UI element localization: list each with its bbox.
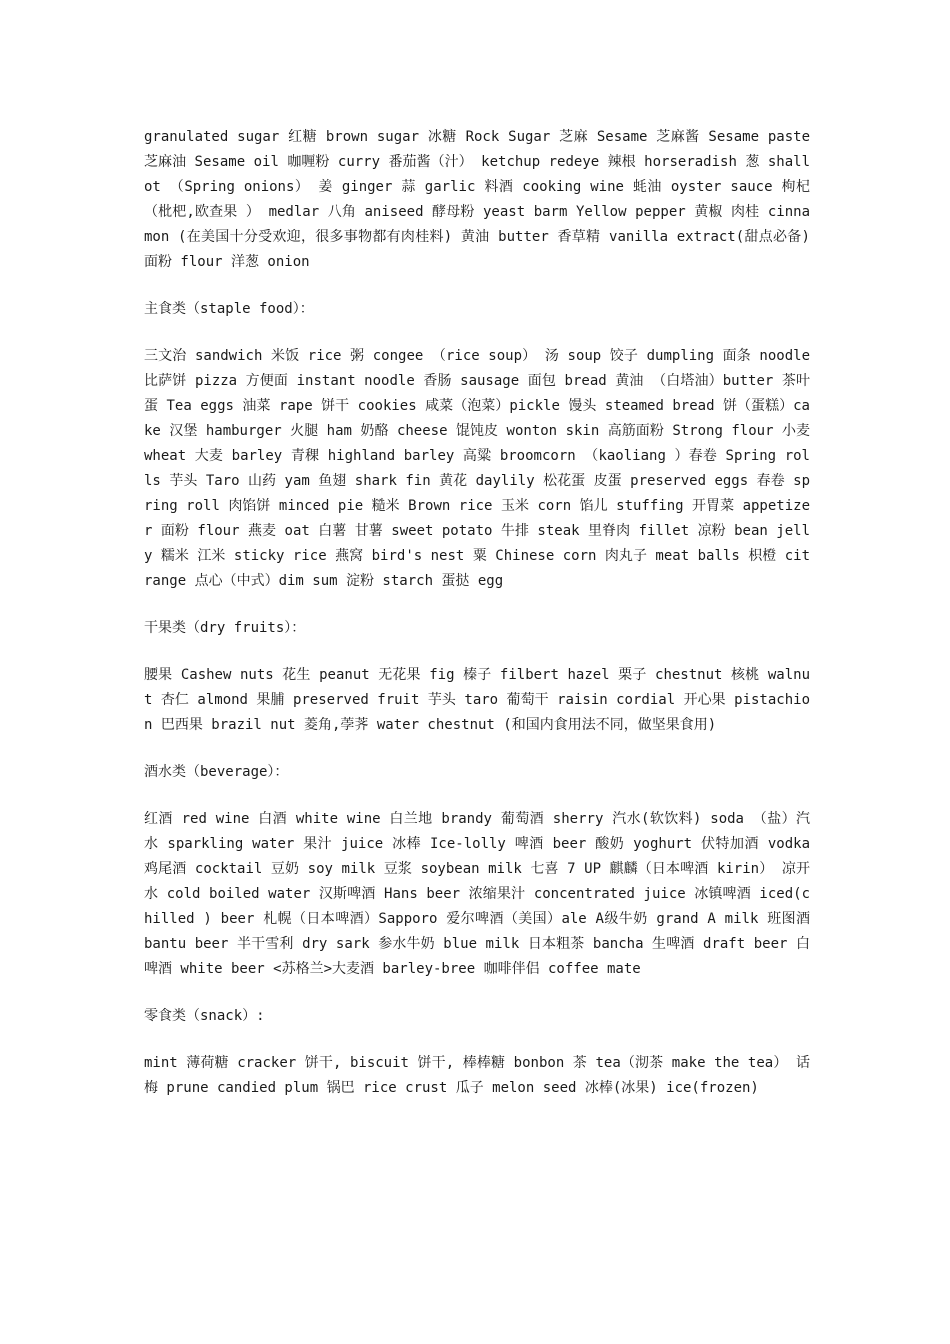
- section-heading-staple-food: 主食类（staple food）：: [144, 301, 314, 317]
- document-page: [144, 125, 810, 1123]
- section-body-dry-fruits: 腰果 Cashew nuts 花生 peanut 无花果 fig 榛子 filbert hazel 栗子 chestnut 核桃 walnut 杏仁 almond 果脯 preserved fruit 芋头 taro 葡萄干 raisin cordial 开心果 pistachion 巴西果 brazil nut 菱角,荸荠 water chestnut (和国内食用法不同，做坚果食用): [144, 667, 810, 733]
- section-body-beverage: 红酒 red wine 白酒 white wine 白兰地 brandy 葡萄酒 sherry 汽水(软饮料) soda （盐）汽水 sparkling water 果汁 juice 冰棒 Ice-lolly 啤酒 beer 酸奶 yoghurt 伏特加酒 vodka 鸡尾酒 cocktail 豆奶 soy milk 豆浆 soybean milk 七喜 7 UP 麒麟（日本啤酒 kirin） 凉开水 cold boiled water 汉斯啤酒 Hans beer 浓缩果汁 concentrated juice 冰镇啤酒 iced(chilled ) beer 札幌（日本啤酒）Sapporo 爱尔啤酒（美国）ale A级牛奶 grand A milk 班图酒 bantu beer 半干雪利 dry sark 参水牛奶 blue milk 日本粗茶 bancha 生啤酒 draft beer 白啤酒 white beer <苏格兰>大麦酒 barley-bree 咖啡伴侣 coffee mate: [144, 811, 810, 977]
- intro-paragraph: granulated sugar 红糖 brown sugar 冰糖 Rock Sugar 芝麻 Sesame 芝麻酱 Sesame paste 芝麻油 Sesame oil 咖喱粉 curry 番茄酱（汁） ketchup redeye 辣根 horseradish 葱 shallot （Spring onions） 姜 ginger 蒜 garlic 料酒 cooking wine 蚝油 oyster sauce 枸杞（枇杷,欧查果 ） medlar 八角 aniseed 酵母粉 yeast barm Yellow pepper 黄椒 肉桂 cinnamon (在美国十分受欢迎，很多事物都有肉桂料) 黄油 butter 香草精 vanilla extract(甜点必备) 面粉 flour 洋葱 onion: [144, 129, 810, 270]
- section-heading-snack: 零食类（snack）:: [144, 1008, 265, 1024]
- section-heading-beverage: 酒水类（beverage）：: [144, 764, 289, 780]
- section-body-staple-food: 三文治 sandwich 米饭 rice 粥 congee （rice soup） 汤 soup 饺子 dumpling 面条 noodle 比萨饼 pizza 方便面 instant noodle 香肠 sausage 面包 bread 黄油 （白塔油）butter 茶叶蛋 Tea eggs 油菜 rape 饼干 cookies 咸菜（泡菜）pickle 馒头 steamed bread 饼（蛋糕）cake 汉堡 hamburger 火腿 ham 奶酪 cheese 馄饨皮 wonton skin 高筋面粉 Strong flour 小麦 wheat 大麦 barley 青稞 highland barley 高粱 broomcorn （kaoliang ）春卷 Spring rolls 芋头 Taro 山药 yam 鱼翅 shark fin 黄花 daylily 松花蛋 皮蛋 preserved eggs 春卷 spring roll 肉馅饼 minced pie 糙米 Brown rice 玉米 corn 馅儿 stuffing 开胃菜 appetizer 面粉 flour 燕麦 oat 白薯 甘薯 sweet potato 牛排 steak 里脊肉 fillet 凉粉 bean jelly 糯米 江米 sticky rice 燕窝 bird's nest 粟 Chinese corn 肉丸子 meat balls 枳橙 citrange 点心（中式）dim sum 淀粉 starch 蛋挞 egg: [144, 348, 810, 589]
- section-body-snack: mint 薄荷糖 cracker 饼干, biscuit 饼干, 棒棒糖 bonbon 茶 tea（沏茶 make the tea） 话梅 prune candied plum 锅巴 rice crust 瓜子 melon seed 冰棒(冰果) ice(frozen): [144, 1055, 810, 1096]
- section-heading-dry-fruits: 干果类（dry fruits）：: [144, 620, 306, 636]
